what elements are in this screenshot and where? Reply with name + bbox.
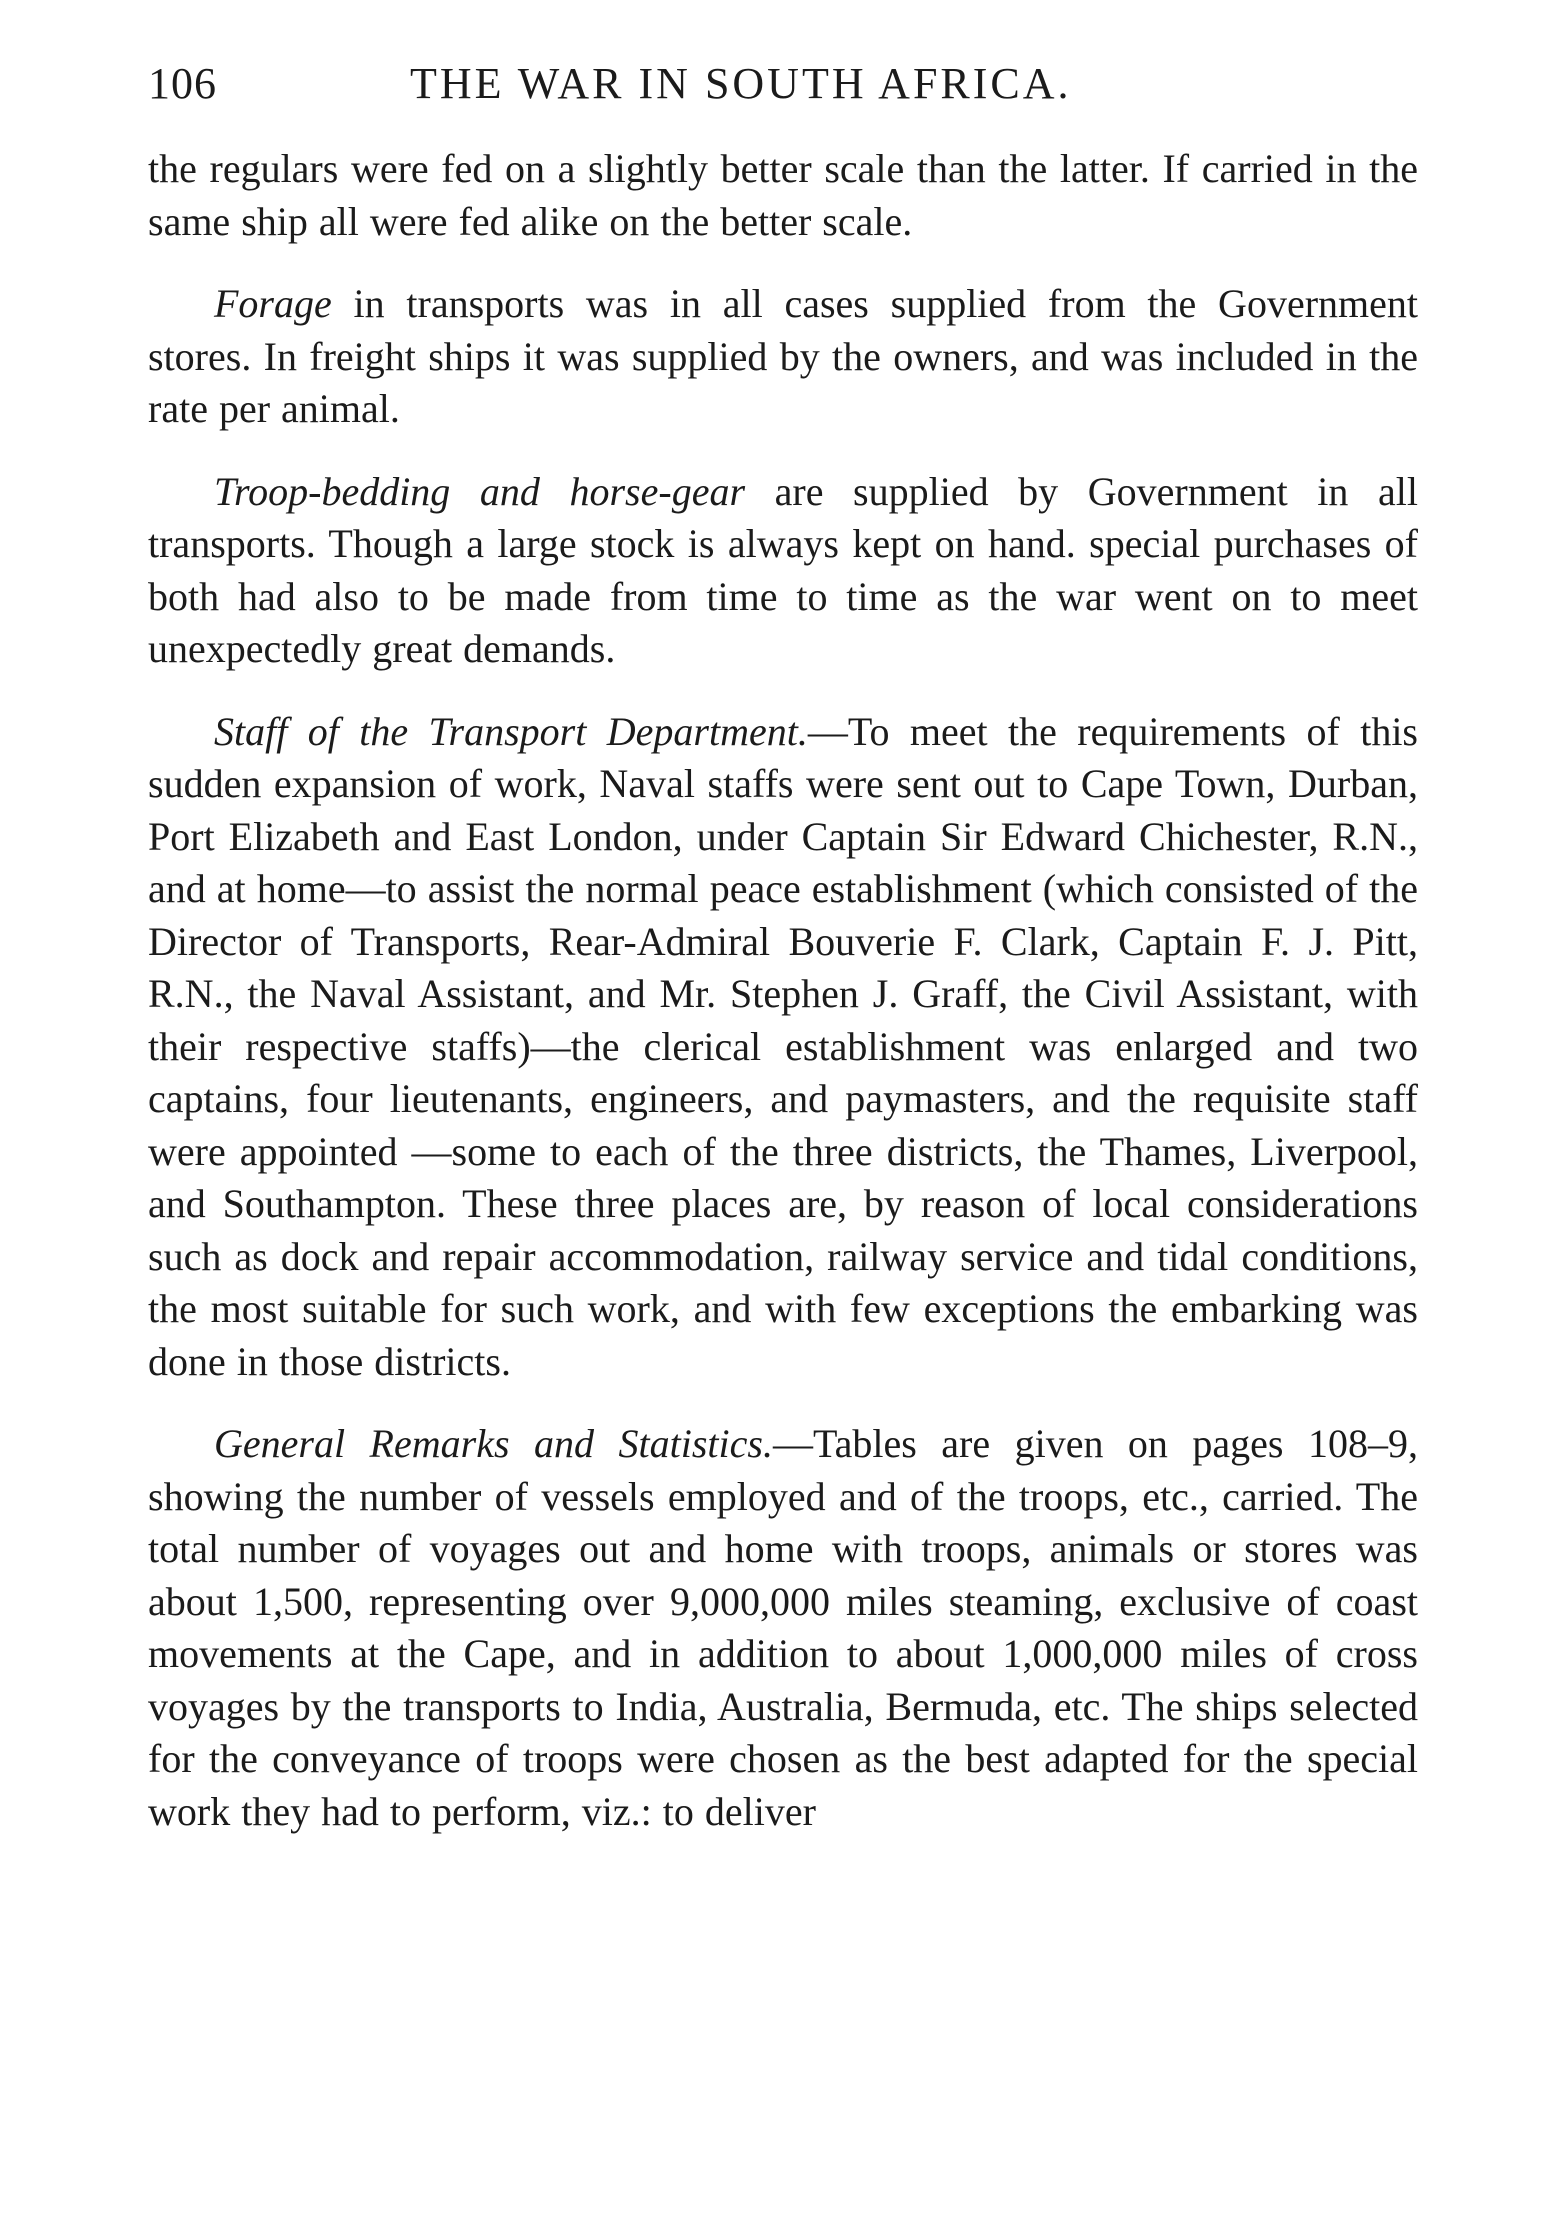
- page-header: [148, 58, 1418, 118]
- paragraph-text: are supplied by Government in all transports. Though a large stock is always kept on hand. special purchases of both had also to be made from time to time as the war went on to meet unexpectedly great demands.: [148, 468, 1418, 671]
- paragraph-heading: Troop-bedding and horse-gear: [214, 468, 746, 514]
- paragraph-heading: General Remarks and Statistics.: [214, 1421, 773, 1466]
- paragraph-continuation: [148, 143, 1418, 248]
- paragraph-text: —To meet the requirements of this sudden expansion of work, Naval staffs were sent out to Cape Town, Durban, Port Elizabeth and East London, under Captain Sir Edward Chichester, R.N., and at home—to assist the normal peace establishment (which consisted of the Director of Transports, Rear-Admiral Bouverie F. Clark, Captain F. J. Pitt, R.N., the Naval Assistant, and Mr. Stephen J. Graff, the Civil Assistant, with their respective staffs)—the clerical establishment was enlarged and two captains, four lieutenants, engineers, and paymasters, and the requisite staff were appointed —some to each of the three districts, the Thames, Liverpool, and Southampton. These three places are, by reason of local considerations such as dock and repair accommodation, railway service and tidal conditions, the most suitable for such work, and with few exceptions the embarking was done in those districts.: [148, 708, 1418, 1384]
- paragraph-text: the regulars were fed on a slightly better scale than the latter. If carried in the same ship all were fed alike on the better scale.: [148, 146, 1418, 244]
- paragraph-heading: Staff of the Transport Department.: [214, 708, 808, 754]
- paragraph-text: in transports was in all cases supplied from the Government stores. In freight ships it was supplied by the owners, and was included in the rate per animal.: [148, 281, 1418, 431]
- running-title: THE WAR IN SOUTH AFRICA.: [410, 59, 1072, 108]
- paragraph-forage: [148, 278, 1418, 436]
- paragraph-troop-bedding: [148, 466, 1418, 676]
- paragraph-general-remarks: [148, 1418, 1418, 1838]
- page-number: 106: [148, 59, 217, 108]
- body-text: [148, 143, 1418, 1838]
- paragraph-transport-staff: [148, 706, 1418, 1389]
- paragraph-heading: Forage: [214, 281, 332, 326]
- paragraph-text: —Tables are given on pages 108–9, showing the number of vessels employed and of the troops, etc., carried. The total number of voyages out and home with troops, animals or stores was about 1,500, representing over 9,000,000 miles steaming, exclusive of coast movements at the Cape, and in addition to about 1,000,000 miles of cross voyages by the transports to India, Australia, Bermuda, etc. The ships selected for the conveyance of troops were chosen as the best adapted for the special work they had to perform, viz.: to deliver: [148, 1421, 1418, 1834]
